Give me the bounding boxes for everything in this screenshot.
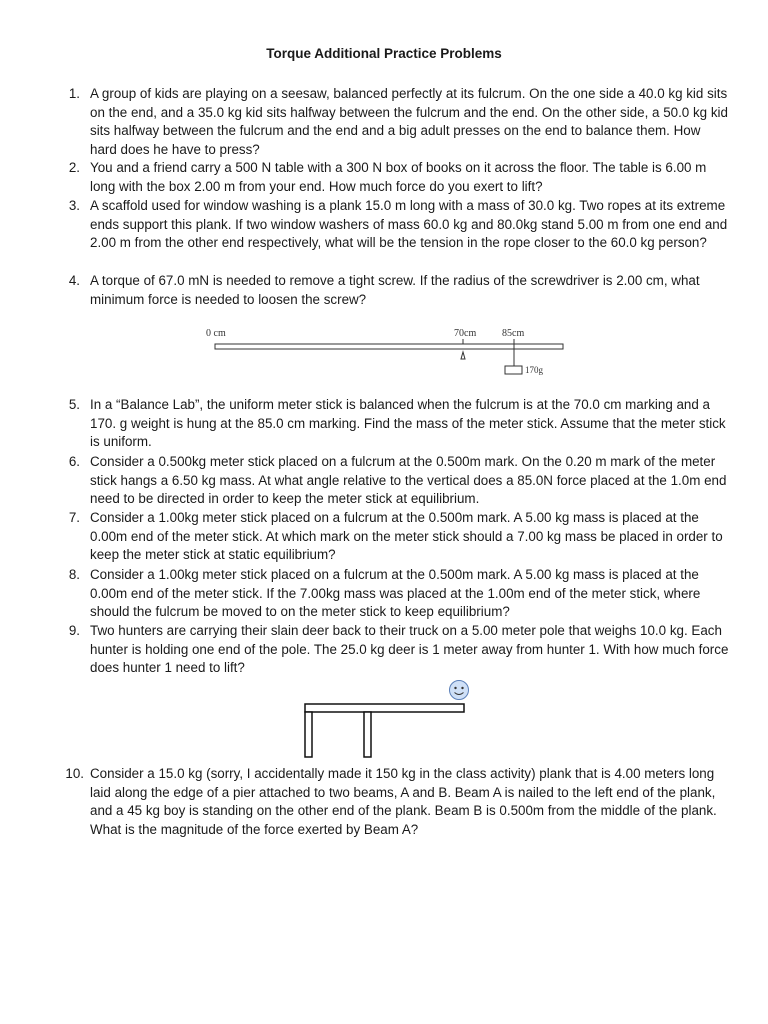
label-0cm: 0 cm: [206, 328, 226, 339]
problem-text: In a “Balance Lab”, the uniform meter stick is balanced when the fulcrum is at the 70.0 cm marking and a 170. g weight is hung at the 85.0 cm marking. Find the mass of the meter stick. Assume that the meter stick is uniform.: [90, 397, 726, 450]
beam-b: [364, 712, 371, 757]
problem-text: Consider a 1.00kg meter stick placed on a fulcrum at the 0.500m mark. A 5.00 kg mass is placed at the 0.00m end of the meter stick. If the 7.00kg mass was placed at the 1.00m end of the meter stick, where should the fulcrum be moved to on the meter stick to keep equilibrium?: [90, 567, 701, 620]
problem-number: 2.: [68, 160, 80, 175]
smiley-boy-icon: [450, 681, 469, 700]
problem-number: 1.: [68, 86, 80, 101]
problem-text: Consider a 1.00kg meter stick placed on a fulcrum at the 0.500m mark. A 5.00 kg mass is placed at the 0.00m end of the meter stick. At which mark on the meter stick should a 7.00 kg mass be placed in order to keep the meter stick at static equilibrium?: [90, 510, 723, 563]
label-70cm: 70cm: [454, 328, 477, 339]
problem-number: 6.: [68, 454, 80, 469]
page-title: Torque Additional Practice Problems: [266, 46, 502, 61]
problem-number: 7.: [68, 510, 80, 525]
problem-number: 3.: [68, 198, 80, 213]
label-weight: 170g: [525, 365, 543, 375]
problem-number: 8.: [68, 567, 80, 582]
plank: [305, 704, 464, 712]
beam-a: [305, 712, 312, 757]
problem-number: 9.: [68, 623, 80, 638]
problem-text: Consider a 15.0 kg (sorry, I accidentally made it 150 kg in the class activity) plank that is 4.00 meters long laid along the edge of a pier attached to two beams, A and B. Beam A is nailed to the left end of the plank, and a 45 kg boy is standing on the other end of the plank. Beam B is 0.500m from the middle of the plank. What is the magnitude of the force exerted by Beam A?: [90, 766, 717, 837]
problem-text: A scaffold used for window washing is a plank 15.0 m long with a mass of 30.0 kg. Two ropes at its extreme ends support this plank. If two window washers of mass 60.0 kg and 80.0kg stand 5.00 m from one end and 2.00 m from the other end respectively, what will be the tension in the rope closer to the 60.0 kg person?: [90, 198, 728, 251]
problem-text: A torque of 67.0 mN is needed to remove a tight screw. If the radius of the screwdriver is 2.00 cm, what minimum force is needed to loosen the screw?: [90, 273, 700, 307]
problem-number: 10.: [65, 766, 84, 781]
problem-text: You and a friend carry a 500 N table with a 300 N box of books on it across the floor. The table is 6.00 m long with the box 2.00 m from your end. How much force do you exert to lift?: [90, 160, 707, 194]
label-85cm: 85cm: [502, 328, 525, 339]
problem-number: 4.: [68, 273, 80, 288]
problem-text: Two hunters are carrying their slain deer back to their truck on a 5.00 meter pole that weighs 10.0 kg. Each hunter is holding one end of the pole. The 25.0 kg deer is 1 meter away from hunter 1. With how much force does hunter 1 need to lift?: [90, 623, 729, 676]
problem-number: 5.: [68, 397, 80, 412]
problem-text: A group of kids are playing on a seesaw, balanced perfectly at its fulcrum. On the one side a 40.0 kg kid sits on the end, and a 35.0 kg kid sits halfway between the fulcrum and the end. On the other side, a 50.0 kg kid sits halfway between the fulcrum and the end and a big adult presses on the end to balance them. How hard does he have to press?: [90, 86, 728, 157]
problem-text: Consider a 0.500kg meter stick placed on a fulcrum at the 0.500m mark. On the 0.20 m mark of the meter stick hangs a 6.50 kg mass. At what angle relative to the vertical does a 85.0N force placed at the 1.0m end need to be directed in order to keep the meter stick at equilibrium.: [90, 454, 727, 507]
